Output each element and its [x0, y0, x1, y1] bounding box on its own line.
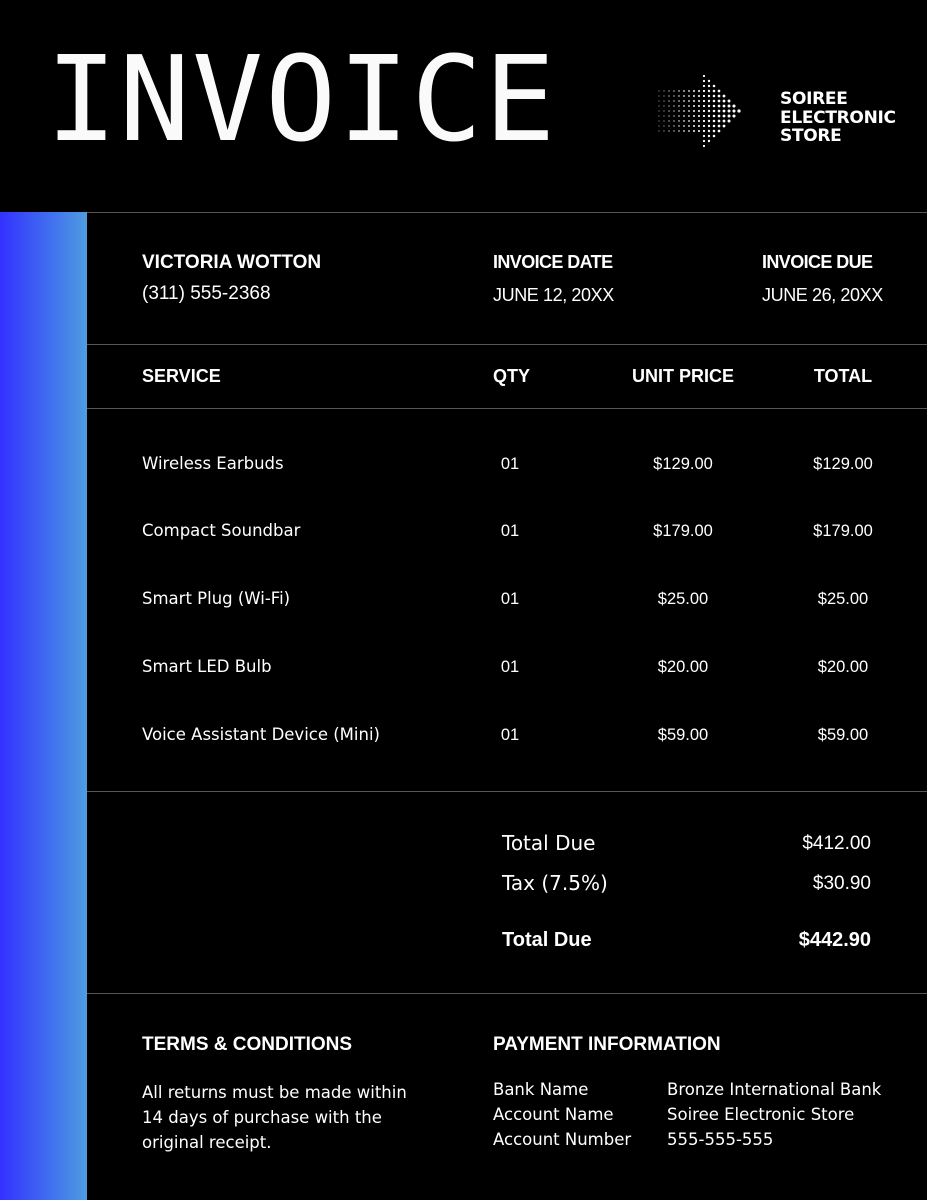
subtotal-value: $412.00 [802, 833, 871, 854]
store-brand-name [780, 90, 896, 146]
item-total: $179.00 [813, 522, 873, 540]
account-number-value: 555-555-555 [667, 1130, 774, 1149]
brand-line-1: SOIREE [780, 89, 848, 109]
brand-line-2: ELECTRONIC [780, 107, 896, 128]
subtotal-label: Total Due [502, 831, 596, 855]
column-header-unit-price: UNIT PRICE [631, 366, 735, 386]
item-total: $129.00 [813, 455, 873, 473]
tax-value: $30.90 [812, 873, 871, 894]
bank-name-label: Bank Name [493, 1080, 589, 1099]
item-total: $59.00 [817, 726, 869, 744]
account-name-label: Account Name [493, 1105, 614, 1124]
divider-top [87, 212, 927, 213]
client-phone: (311) 555-2368 [142, 283, 271, 304]
item-qty: 01 [500, 726, 520, 744]
client-name: VICTORIA WOTTON [142, 252, 322, 273]
divider-footer [87, 993, 927, 994]
item-qty: 01 [500, 455, 520, 473]
divider-header-top [87, 344, 927, 345]
terms-text: All returns must be made within 14 days of purchase with the original receipt. [142, 1083, 407, 1152]
grand-total-value: $442.90 [798, 929, 871, 951]
column-header-total: TOTAL [813, 366, 873, 386]
item-service: Wireless Earbuds [142, 454, 284, 473]
bank-name-value: Bronze International Bank [667, 1080, 882, 1099]
accent-stripe [0, 212, 87, 1200]
item-qty: 01 [500, 590, 520, 608]
item-total: $20.00 [817, 658, 869, 676]
item-qty: 01 [500, 658, 520, 676]
payment-heading: PAYMENT INFORMATION [493, 1034, 721, 1055]
brand-line-3: STORE [780, 126, 842, 146]
grand-total-label: Total Due [502, 929, 592, 951]
item-unit-price: $25.00 [657, 590, 709, 608]
invoice-due-label: INVOICE DUE [762, 252, 873, 272]
column-header-service: SERVICE [142, 366, 221, 386]
divider-items-bottom [87, 791, 927, 792]
item-service: Compact Soundbar [142, 521, 301, 540]
item-total: $25.00 [817, 590, 869, 608]
column-header-qty: QTY [493, 366, 531, 386]
invoice-due-value: JUNE 26, 20XX [762, 285, 883, 305]
item-service: Voice Assistant Device (Mini) [142, 725, 380, 744]
invoice-date-value: JUNE 12, 20XX [493, 285, 614, 305]
divider-header-bottom [87, 408, 927, 409]
item-qty: 01 [500, 522, 520, 540]
account-number-label: Account Number [493, 1130, 632, 1149]
tax-label: Tax (7.5%) [502, 871, 608, 895]
item-unit-price: $179.00 [653, 522, 713, 540]
item-unit-price: $59.00 [657, 726, 709, 744]
invoice-header [0, 0, 927, 212]
account-name-value: Soiree Electronic Store [667, 1105, 855, 1124]
terms-heading: TERMS & CONDITIONS [142, 1034, 353, 1055]
invoice-title: INVOICE [46, 30, 558, 168]
invoice-date-label: INVOICE DATE [493, 252, 613, 272]
item-service: Smart LED Bulb [142, 657, 272, 676]
item-unit-price: $129.00 [653, 455, 713, 473]
item-unit-price: $20.00 [657, 658, 709, 676]
item-service: Smart Plug (Wi-Fi) [142, 589, 291, 608]
dotted-arrow-icon [656, 72, 742, 150]
